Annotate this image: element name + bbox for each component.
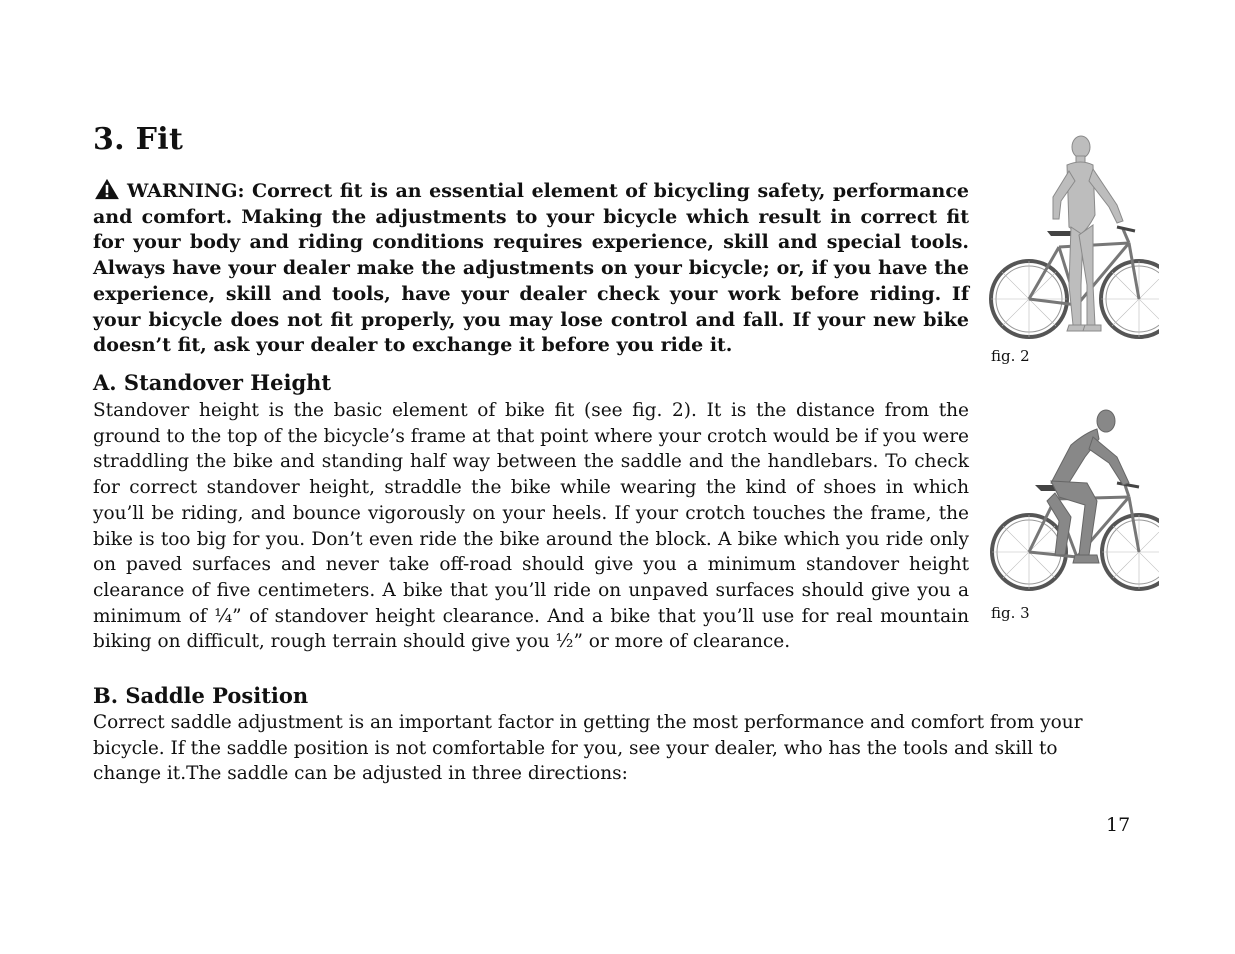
person-riding-bike-illustration — [989, 405, 1159, 592]
standover-height-paragraph: Standover height is the basic element of bike fit (see fig. 2). It is the distance from the ground to the top of the bicycle’s frame at that point where your crotch would be if you were straddling the bike and standing half way between the saddle and the handlebars. To check for correct standover height, straddle the bike while wearing the kind of shoes in which you’ll be riding, and bounce vigorously on your heels. If your crotch touches the frame, the bike is too big for you. Don’t even ride the bike around the block. A bike which you ride only on paved surfaces and never take off-road should give you a minimum standover height clearance of five centimeters. A bike that you’ll ride on unpaved surfaces should give you a minimum of ¼” of standover height clearance. And a bike that you’ll use for real mountain biking on difficult, rough terrain should give you ½” or more of clearance. — [93, 400, 969, 653]
saddle-position-heading: B. Saddle Position — [93, 683, 309, 708]
standover-height-heading: A. Standover Height — [93, 370, 332, 395]
warning-paragraph — [93, 178, 969, 359]
saddle-position-paragraph: Correct saddle adjustment is an important factor in getting the most performance and comfort from your bicycle. If the saddle position is not comfortable for you, see your dealer, who has the tools and skill to change it.The saddle can be adjusted in three directions: — [93, 712, 1083, 785]
warning-text: WARNING: Correct fit is an essential element of bicycling safety, performance and comfort. Making the adjustments to your bicycle which result in correct fit for your body and riding conditions requires experience, skill and special tools. Always have your dealer make the adjustments on your bicycle; or, if you have the experience, skill and tools, have your dealer check your work before riding. If your bicycle does not fit properly, you may lose control and fall. If your new bike doesn’t fit, ask your dealer to exchange it before you ride it. — [93, 180, 969, 357]
section-title: 3. Fit — [93, 122, 184, 157]
page-number: 17 — [1106, 814, 1131, 836]
figure-2-caption: fig. 2 — [991, 347, 1030, 365]
figure-3-caption: fig. 3 — [991, 604, 1030, 622]
warning-triangle-icon — [93, 178, 121, 200]
person-standing-over-bike-illustration — [989, 135, 1159, 340]
